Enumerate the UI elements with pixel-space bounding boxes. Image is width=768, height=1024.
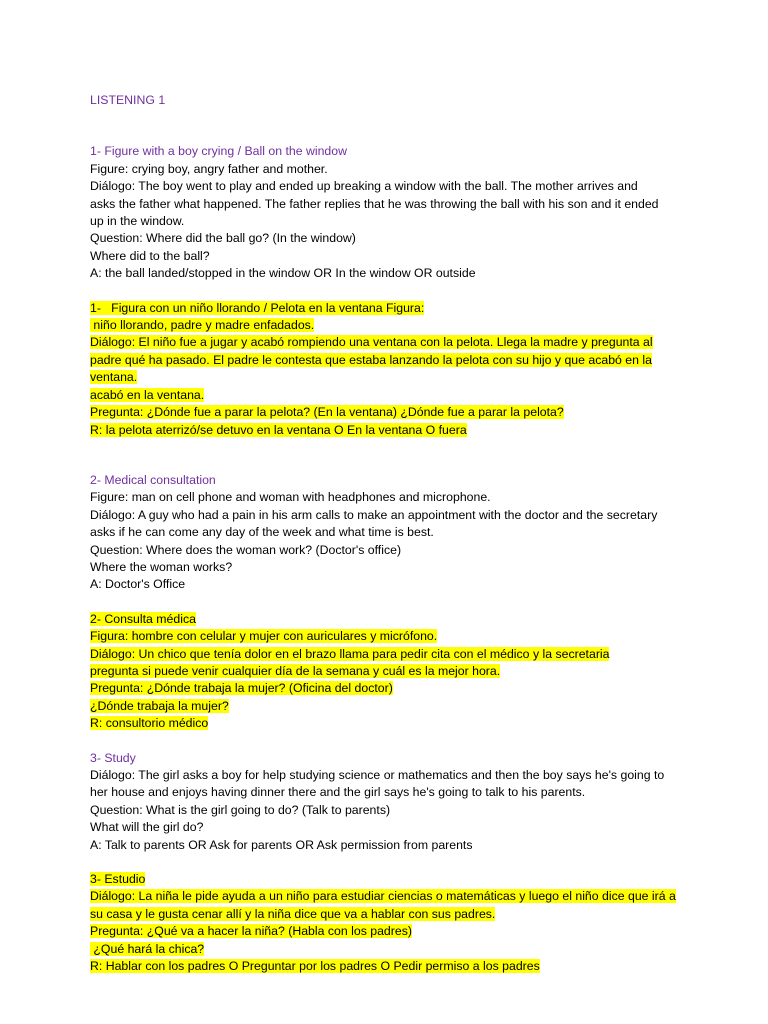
section-3-answer: A: Talk to parents OR Ask for parents OR Ask permission from parents <box>90 837 473 852</box>
section-3-respuesta: R: Hablar con los padres O Preguntar por los padres O Pedir permiso a los padres <box>90 959 540 974</box>
section-3-spanish-heading: 3- Estudio <box>90 872 146 887</box>
section-1-english-heading: 1- Figure with a boy crying / Ball on the window <box>90 144 347 159</box>
section-1-spanish <box>90 300 690 439</box>
section-1-dialogue: Diálogo: The boy went to play and ended up breaking a window with the ball. The mother arrives and asks the father what happened. The father replies that he was throwing the ball with his son and it ended up in the window. <box>90 179 659 229</box>
section-2-spanish <box>90 611 690 733</box>
section-2-pregunta-alt: ¿Dónde trabaja la mujer? <box>90 698 229 713</box>
section-2-spanish-heading: 2- Consulta médica <box>90 611 196 626</box>
section-3-english-heading: 3- Study <box>90 750 136 765</box>
section-3-spanish <box>90 871 690 975</box>
document-title: LISTENING 1 <box>90 93 166 107</box>
section-2-figura: Figura: hombre con celular y mujer con auriculares y micrófono. <box>90 629 438 644</box>
section-2-respuesta: R: consultorio médico <box>90 716 209 731</box>
section-1-figure: Figure: crying boy, angry father and mother. <box>90 161 328 176</box>
section-3-pregunta: Pregunta: ¿Qué va a hacer la niña? (Habla con los padres) <box>90 924 412 939</box>
section-3-dialogo: Diálogo: La niña le pide ayuda a un niño para estudiar ciencias o matemáticas y luego el niño dice que irá a su casa y le gusta cenar allí y la niña dice que va a hablar con sus padres. <box>90 889 676 921</box>
section-1-dialogo: Diálogo: El niño fue a jugar y acabó rompiendo una ventana con la pelota. Llega la madre y pregunta al padre qué ha pasado. El padre le contesta que estaba lanzando la pelota con su hijo y que acabó en la ventana. <box>90 335 653 385</box>
section-1-spanish-heading: 1- Figura con un niño llorando / Pelota en la ventana Figura: <box>90 300 425 315</box>
section-1-figura: niño llorando, padre y madre enfadados. <box>90 318 315 333</box>
section-2-question-alt: Where the woman works? <box>90 559 233 574</box>
section-1-respuesta: R: la pelota aterrizó/se detuvo en la ventana O En la ventana O fuera <box>90 422 467 437</box>
section-1-pregunta: Pregunta: ¿Dónde fue a parar la pelota? (En la ventana) ¿Dónde fue a parar la pelota? <box>90 405 564 420</box>
section-3-dialogue: Diálogo: The girl asks a boy for help studying science or mathematics and then the boy says he's going to her house and enjoys having dinner there and the girl says he's going to talk to his parents. <box>90 768 665 800</box>
section-3-pregunta-alt: ¿Qué hará la chica? <box>90 941 205 956</box>
section-2-answer: A: Doctor's Office <box>90 577 186 592</box>
section-2-dialogue: Diálogo: A guy who had a pain in his arm calls to make an appointment with the doctor and the secretary asks if he can come any day of the week and what time is best. <box>90 507 658 540</box>
section-1-english <box>90 143 690 282</box>
section-1-question-alt: Where did to the ball? <box>90 248 210 263</box>
section-1-repeat: acabó en la ventana. <box>90 387 205 402</box>
section-2-question: Question: Where does the woman work? (Doctor's office) <box>90 542 402 557</box>
section-2-pregunta: Pregunta: ¿Dónde trabaja la mujer? (Oficina del doctor) <box>90 681 393 696</box>
document-page <box>90 92 690 975</box>
section-3-question: Question: What is the girl going to do? (Talk to parents) <box>90 802 391 817</box>
section-3-question-alt: What will the girl do? <box>90 820 204 835</box>
section-2-english-heading: 2- Medical consultation <box>90 472 216 487</box>
section-2-figure: Figure: man on cell phone and woman with headphones and microphone. <box>90 490 491 505</box>
section-3-english <box>90 750 690 854</box>
section-1-answer: A: the ball landed/stopped in the window OR In the window OR outside <box>90 266 476 281</box>
section-2-dialogo: Diálogo: Un chico que tenía dolor en el brazo llama para pedir cita con el médico y la secretaria pregunta si puede venir cualquier día de la semana y cuál es la mejor hora. <box>90 646 610 678</box>
section-2-english <box>90 472 690 594</box>
section-1-question: Question: Where did the ball go? (In the window) <box>90 231 356 246</box>
